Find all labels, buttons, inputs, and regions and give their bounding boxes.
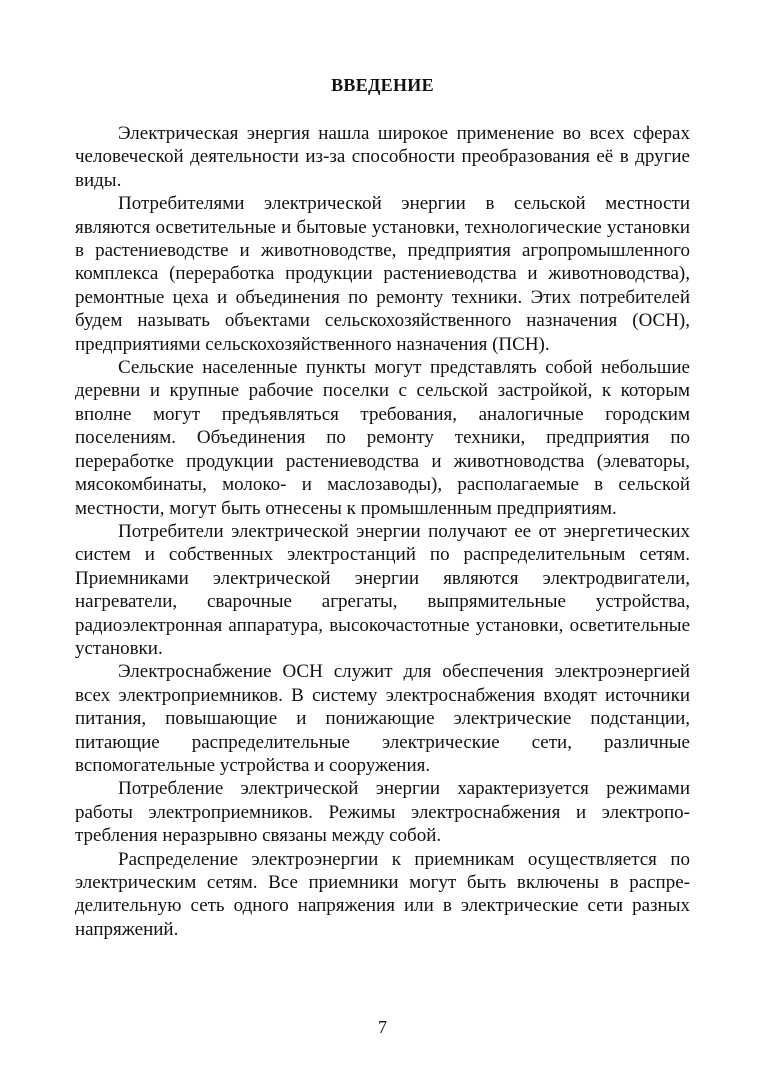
paragraph-4: Потребители электрической энергии получают ее от энергетических систем и собственных электростанций по распределительным сетям. Приемниками электрической энергии являются электродвигатели, нагреватели, сварочные агрегаты, выпрямительные устройства, радиоэлектронная аппаратура, высокочастотные установки, осветительные установки. xyxy=(75,520,690,659)
paragraph-5: Электроснабжение ОСН служит для обеспечения электроэнергией всех электроприемников. В систему электроснабжения входят источники питания, повышающие и понижающие электрические подстанции, питающие распределительные электрические сети, различные вспомогательные устройства и сооружения. xyxy=(75,661,690,776)
page-number: 7 xyxy=(378,1017,387,1037)
body-text xyxy=(75,122,690,941)
paragraph-2: Потребителями электрической энергии в сельской местности являются осветительные и бытовые установки, технологические установки в растениеводстве и животноводстве, предприятия агропромышленного комплекса (переработка продукции растениеводства и животноводства), ремонтные цеха и объединения по ремонту техники. Этих потребителей будем называть объектами сельскохозяйственного назначения (ОСН), предприятиями сельскохозяйственного назначения (ПСН). xyxy=(75,193,690,355)
paragraph-3: Сельские населенные пункты могут представлять собой небольшие деревни и крупные рабочие поселки с сельской застройкой, к которым вполне могут предъявляться требования, аналогичные городским поселениям. Объединения по ремонту техники, предприятия по переработке продукции растениеводства и животноводства (элеваторы, мясокомбинаты, молоко- и маслозаводы), располагаемые в сельской местности, могут быть отнесены к промышленным предприятиям. xyxy=(75,357,690,519)
paragraph-7: Распределение электроэнергии к приемникам осуществляется по электрическим сетям. Все приемники могут быть включены в распределительную сеть одного напряжения или в электрические сети разных напряжений. xyxy=(75,848,690,940)
paragraph-6: Потребление электрической энергии характеризуется режимами работы электроприемников. Режимы электроснабжения и электропотребления неразрывно связаны между собой. xyxy=(75,778,690,847)
paragraph-1: Электрическая энергия нашла широкое применение во всех сферах человеческой деятельности из-за способности преобразования её в другие виды. xyxy=(75,123,690,191)
page-title: ВВЕДЕНИЕ xyxy=(331,75,434,95)
